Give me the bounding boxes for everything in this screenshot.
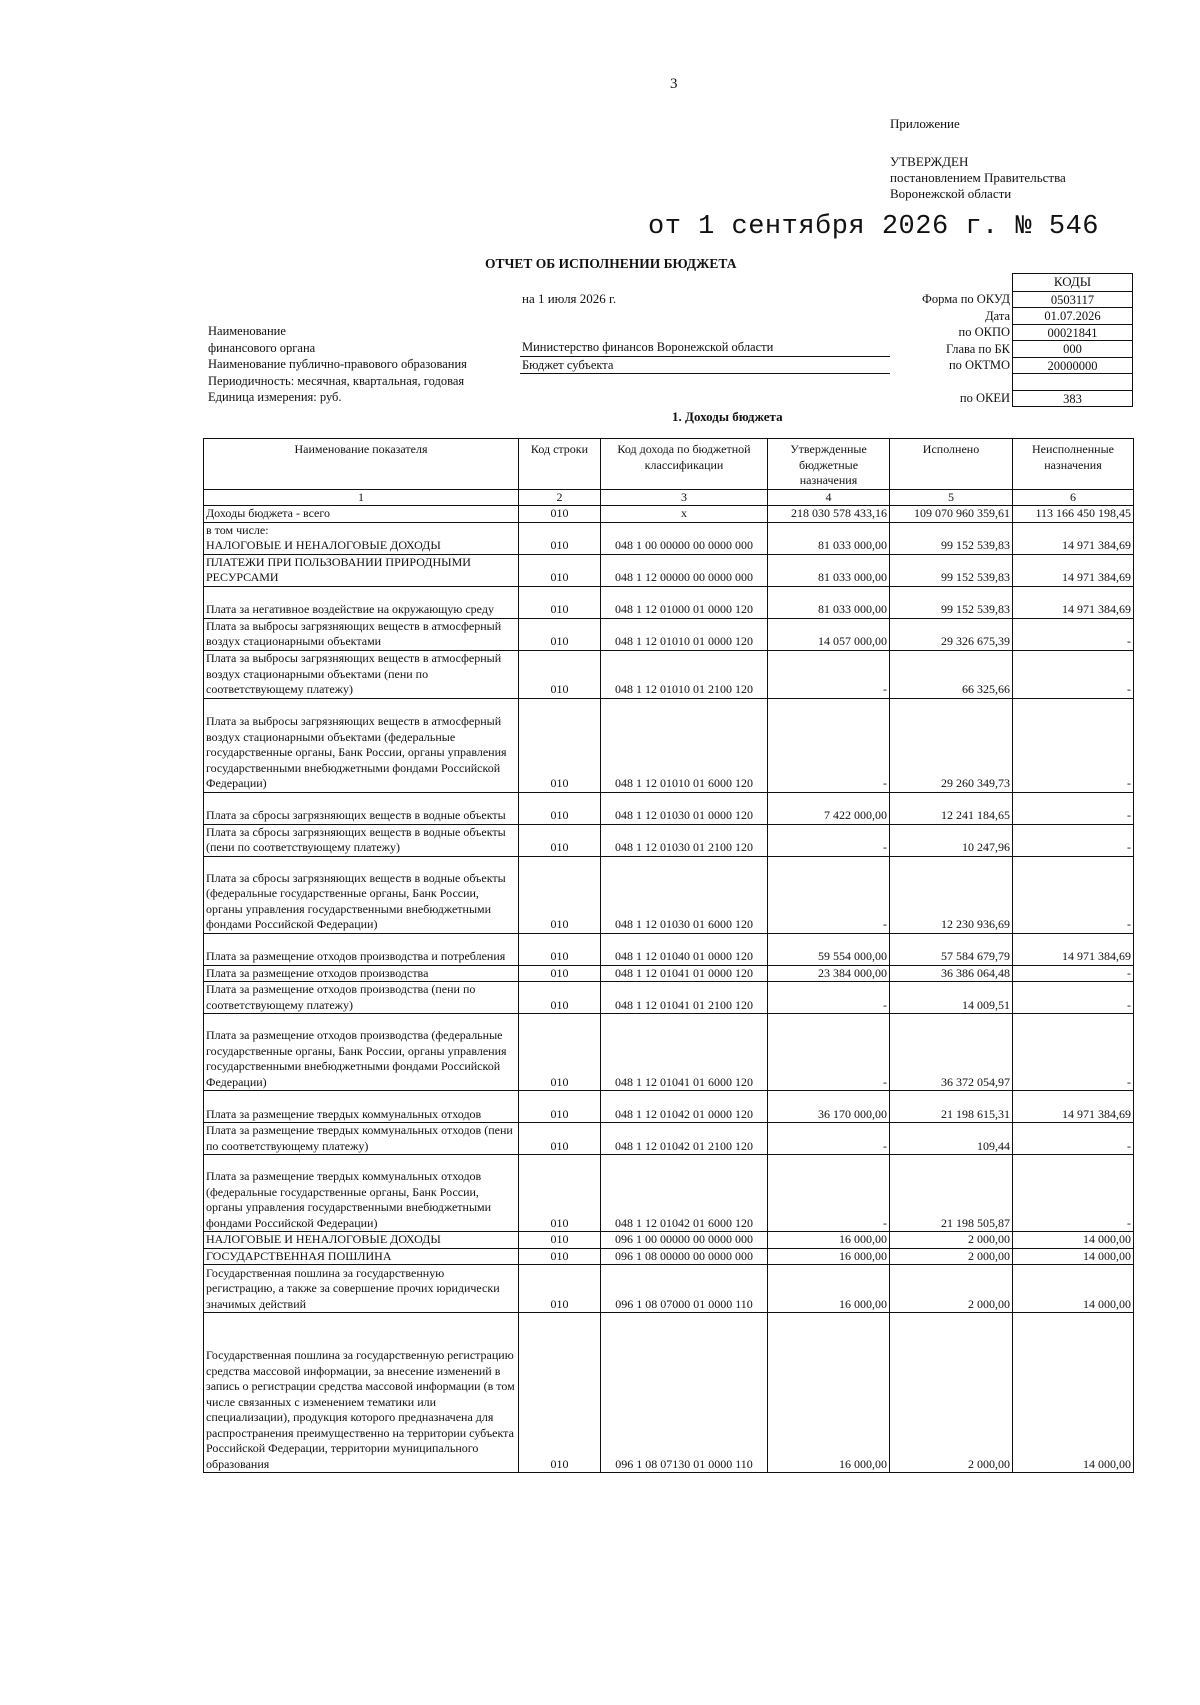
row-kbk: 048 1 12 01040 01 0000 120 (601, 933, 768, 965)
codes-box (1012, 273, 1133, 407)
row-unexecuted: - (1013, 650, 1134, 698)
row-unexecuted: 14 971 384,69 (1013, 1091, 1134, 1123)
row-kbk: 096 1 08 07000 01 0000 110 (601, 1265, 768, 1313)
table-row (204, 586, 1134, 618)
row-name: Плата за негативное воздействие на окружающую среду (204, 586, 519, 618)
row-kbk: 048 1 12 01042 01 0000 120 (601, 1091, 768, 1123)
code-value-bk: 000 (1013, 340, 1132, 357)
row-executed: 2 000,00 (890, 1232, 1013, 1249)
row-approved: 36 170 000,00 (768, 1091, 890, 1123)
row-name: Государственная пошлина за государственную регистрацию, а также за совершение прочих юридически значимых действий (204, 1265, 519, 1313)
table-row (204, 1123, 1134, 1155)
row-name: Плата за размещение твердых коммунальных отходов (204, 1091, 519, 1123)
code-value-date: 01.07.2026 (1013, 307, 1132, 324)
code-value-empty (1013, 373, 1132, 390)
row-name: в том числе: НАЛОГОВЫЕ И НЕНАЛОГОВЫЕ ДОХОДЫ (204, 522, 519, 554)
row-approved: 16 000,00 (768, 1248, 890, 1265)
row-name: Государственная пошлина за государственную регистрацию средства массовой информации, за внесение изменений в запись о регистрации средства массовой информации (в том числе связанных с изменением тематики или специализации), продукция которого предназначена для распространения преимущественно на территории субъекта Российской Федерации, территории муниципального образования (204, 1313, 519, 1473)
row-kbk: 048 1 00 00000 00 0000 000 (601, 522, 768, 554)
row-unexecuted: 14 000,00 (1013, 1248, 1134, 1265)
row-executed: 2 000,00 (890, 1248, 1013, 1265)
row-executed: 57 584 679,79 (890, 933, 1013, 965)
row-unexecuted: 14 971 384,69 (1013, 933, 1134, 965)
row-code: 010 (519, 698, 601, 792)
table-row (204, 698, 1134, 792)
row-name: Плата за сбросы загрязняющих веществ в водные объекты (федеральные государственные органы, Банк России, органы управления государственными внебюджетными фондами Российской Федерации) (204, 856, 519, 933)
approved-by-line2: Воронежской области (890, 186, 1012, 201)
row-approved: 59 554 000,00 (768, 933, 890, 965)
codes-labels (870, 291, 1010, 407)
row-kbk: 048 1 12 01030 01 6000 120 (601, 856, 768, 933)
row-kbk: 048 1 12 01030 01 0000 120 (601, 792, 768, 824)
row-executed: 21 198 505,87 (890, 1155, 1013, 1232)
column-header: Код дохода по бюджетной классификации (601, 439, 768, 490)
row-name: Доходы бюджета - всего (204, 506, 519, 523)
row-executed: 2 000,00 (890, 1265, 1013, 1313)
row-name: НАЛОГОВЫЕ И НЕНАЛОГОВЫЕ ДОХОДЫ (204, 1232, 519, 1249)
row-code: 010 (519, 1265, 601, 1313)
report-title: ОТЧЕТ ОБ ИСПОЛНЕНИИ БЮДЖЕТА (485, 256, 737, 271)
row-unexecuted: 14 000,00 (1013, 1313, 1134, 1473)
row-executed: 66 325,66 (890, 650, 1013, 698)
column-number: 6 (1013, 489, 1134, 506)
row-executed: 12 241 184,65 (890, 792, 1013, 824)
table-row (204, 933, 1134, 965)
row-code: 010 (519, 982, 601, 1014)
header-label: Наименование публично-правового образования (208, 357, 467, 371)
code-value-okei: 383 (1013, 390, 1132, 407)
report-header-values (520, 339, 890, 374)
code-label: по ОКПО (958, 325, 1010, 339)
row-approved: - (768, 824, 890, 856)
row-unexecuted: - (1013, 1014, 1134, 1091)
appendix-label: Приложение (890, 116, 960, 131)
column-header: Неисполненные назначения (1013, 439, 1134, 490)
row-code: 010 (519, 824, 601, 856)
code-value-okud: 0503117 (1013, 291, 1132, 308)
row-unexecuted: - (1013, 982, 1134, 1014)
row-executed: 10 247,96 (890, 824, 1013, 856)
approved-label: УТВЕРЖДЕН (890, 154, 969, 169)
row-approved: 16 000,00 (768, 1232, 890, 1249)
row-approved: - (768, 1014, 890, 1091)
row-name: Плата за размещение отходов производства и потребления (204, 933, 519, 965)
row-kbk: 048 1 12 01041 01 6000 120 (601, 1014, 768, 1091)
row-approved: 16 000,00 (768, 1265, 890, 1313)
row-name: Плата за выбросы загрязняющих веществ в атмосферный воздух стационарными объектами (204, 618, 519, 650)
row-executed: 14 009,51 (890, 982, 1013, 1014)
code-label (870, 374, 1010, 391)
column-header: Код строки (519, 439, 601, 490)
row-approved: 7 422 000,00 (768, 792, 890, 824)
header-label: финансового органа (208, 340, 316, 355)
row-executed: 36 386 064,48 (890, 965, 1013, 982)
row-code: 010 (519, 1313, 601, 1473)
table-row (204, 1014, 1134, 1091)
row-code: 010 (519, 650, 601, 698)
row-name: ПЛАТЕЖИ ПРИ ПОЛЬЗОВАНИИ ПРИРОДНЫМИ РЕСУРСАМИ (204, 554, 519, 586)
table-row (204, 650, 1134, 698)
report-header-labels (208, 323, 467, 406)
row-kbk: 048 1 12 01042 01 2100 120 (601, 1123, 768, 1155)
row-kbk: 096 1 08 07130 01 0000 110 (601, 1313, 768, 1473)
row-unexecuted: - (1013, 856, 1134, 933)
row-kbk: 048 1 12 01041 01 0000 120 (601, 965, 768, 982)
header-label: Единица измерения: руб. (208, 390, 342, 404)
table-row (204, 1265, 1134, 1313)
row-name: Плата за сбросы загрязняющих веществ в водные объекты (204, 792, 519, 824)
column-header: Исполнено (890, 439, 1013, 490)
row-code: 010 (519, 792, 601, 824)
code-label: Дата (985, 308, 1010, 323)
row-kbk: 048 1 12 01030 01 2100 120 (601, 824, 768, 856)
row-kbk: 096 1 08 00000 00 0000 000 (601, 1248, 768, 1265)
column-header: Наименование показателя (204, 439, 519, 490)
income-table-body (204, 506, 1134, 1473)
row-code: 010 (519, 965, 601, 982)
row-approved: 16 000,00 (768, 1313, 890, 1473)
table-row (204, 1155, 1134, 1232)
table-row (204, 792, 1134, 824)
row-code: 010 (519, 1014, 601, 1091)
row-unexecuted: 14 000,00 (1013, 1232, 1134, 1249)
row-executed: 29 326 675,39 (890, 618, 1013, 650)
row-kbk: 048 1 12 00000 00 0000 000 (601, 554, 768, 586)
header-label: Наименование (208, 324, 286, 338)
row-name: Плата за выбросы загрязняющих веществ в атмосферный воздух стационарными объектами (пени по соответствующему платежу) (204, 650, 519, 698)
row-kbk: x (601, 506, 768, 523)
row-unexecuted: - (1013, 792, 1134, 824)
table-row (204, 982, 1134, 1014)
row-code: 010 (519, 618, 601, 650)
row-name: Плата за размещение отходов производства (пени по соответствующему платежу) (204, 982, 519, 1014)
report-date: на 1 июля 2026 г. (522, 291, 617, 306)
row-approved: 23 384 000,00 (768, 965, 890, 982)
row-unexecuted: - (1013, 698, 1134, 792)
row-unexecuted: - (1013, 618, 1134, 650)
row-code: 010 (519, 933, 601, 965)
row-name: Плата за размещение твердых коммунальных отходов (федеральные государственные органы, Банк России, органы управления государственными внебюджетными фондами Российской Федерации) (204, 1155, 519, 1232)
row-kbk: 096 1 00 00000 00 0000 000 (601, 1232, 768, 1249)
table-row (204, 1313, 1134, 1473)
row-executed: 36 372 054,97 (890, 1014, 1013, 1091)
column-number: 2 (519, 489, 601, 506)
row-executed: 29 260 349,73 (890, 698, 1013, 792)
row-unexecuted: 14 971 384,69 (1013, 554, 1134, 586)
row-approved: 81 033 000,00 (768, 554, 890, 586)
column-number: 4 (768, 489, 890, 506)
row-kbk: 048 1 12 01010 01 6000 120 (601, 698, 768, 792)
section-title: 1. Доходы бюджета (672, 409, 783, 424)
table-row (204, 1248, 1134, 1265)
code-label: по ОКТМО (948, 358, 1010, 372)
row-name: ГОСУДАРСТВЕННАЯ ПОШЛИНА (204, 1248, 519, 1265)
row-code: 010 (519, 1091, 601, 1123)
decree-number: от 1 сентября 2026 г. № 546 (648, 212, 1099, 242)
column-number: 1 (204, 489, 519, 506)
row-code: 010 (519, 1155, 601, 1232)
code-label: Форма по ОКУД (922, 292, 1010, 306)
row-kbk: 048 1 12 01010 01 2100 120 (601, 650, 768, 698)
row-executed: 99 152 539,83 (890, 522, 1013, 554)
row-unexecuted: 14 971 384,69 (1013, 522, 1134, 554)
row-approved: - (768, 1155, 890, 1232)
approval-stamp (890, 116, 1066, 202)
column-header: Утвержденные бюджетные назначения (768, 439, 890, 490)
row-unexecuted: - (1013, 1155, 1134, 1232)
table-row (204, 824, 1134, 856)
column-number: 3 (601, 489, 768, 506)
row-executed: 109,44 (890, 1123, 1013, 1155)
row-unexecuted: - (1013, 1123, 1134, 1155)
column-number: 5 (890, 489, 1013, 506)
finance-body-value: Министерство финансов Воронежской области (520, 339, 890, 357)
table-row (204, 554, 1134, 586)
table-row (204, 965, 1134, 982)
row-kbk: 048 1 12 01000 01 0000 120 (601, 586, 768, 618)
row-unexecuted: 14 000,00 (1013, 1265, 1134, 1313)
row-approved: - (768, 1123, 890, 1155)
row-kbk: 048 1 12 01041 01 2100 120 (601, 982, 768, 1014)
row-code: 010 (519, 554, 601, 586)
row-approved: - (768, 650, 890, 698)
row-executed: 99 152 539,83 (890, 554, 1013, 586)
header-label: Периодичность: месячная, квартальная, годовая (208, 373, 465, 388)
row-kbk: 048 1 12 01010 01 0000 120 (601, 618, 768, 650)
codes-header: КОДЫ (1053, 274, 1092, 289)
row-approved: - (768, 856, 890, 933)
code-label: по ОКЕИ (959, 391, 1010, 405)
approved-by-line1: постановлением Правительства (890, 170, 1066, 185)
row-name: Плата за сбросы загрязняющих веществ в водные объекты (пени по соответствующему платежу) (204, 824, 519, 856)
table-row (204, 522, 1134, 554)
code-value-oktmo: 20000000 (1013, 357, 1132, 374)
row-code: 010 (519, 1123, 601, 1155)
row-approved: 14 057 000,00 (768, 618, 890, 650)
table-row (204, 1091, 1134, 1123)
code-value-okpo: 00021841 (1013, 324, 1132, 341)
page-number: 3 (670, 76, 678, 92)
public-entity-value: Бюджет субъекта (520, 357, 890, 375)
row-code: 010 (519, 1248, 601, 1265)
row-executed: 2 000,00 (890, 1313, 1013, 1473)
row-executed: 109 070 960 359,61 (890, 506, 1013, 523)
row-unexecuted: 113 166 450 198,45 (1013, 506, 1134, 523)
table-row (204, 856, 1134, 933)
row-executed: 12 230 936,69 (890, 856, 1013, 933)
row-code: 010 (519, 856, 601, 933)
row-kbk: 048 1 12 01042 01 6000 120 (601, 1155, 768, 1232)
income-table (203, 438, 1134, 1473)
row-code: 010 (519, 586, 601, 618)
row-approved: - (768, 698, 890, 792)
row-name: Плата за размещение отходов производства (204, 965, 519, 982)
row-unexecuted: - (1013, 824, 1134, 856)
row-name: Плата за выбросы загрязняющих веществ в атмосферный воздух стационарными объектами (федеральные государственные органы, Банк России, органы управления государственными внебюджетными фондами Российской Федерации) (204, 698, 519, 792)
row-name: Плата за размещение твердых коммунальных отходов (пени по соответствующему платежу) (204, 1123, 519, 1155)
row-code: 010 (519, 506, 601, 523)
row-approved: - (768, 982, 890, 1014)
table-row (204, 1232, 1134, 1249)
row-name: Плата за размещение отходов производства (федеральные государственные органы, Банк России, органы управления государственными внебюджетными фондами Российской Федерации) (204, 1014, 519, 1091)
row-executed: 21 198 615,31 (890, 1091, 1013, 1123)
code-label: Глава по БК (945, 341, 1010, 356)
row-unexecuted: - (1013, 965, 1134, 982)
table-row (204, 618, 1134, 650)
row-approved: 81 033 000,00 (768, 522, 890, 554)
row-code: 010 (519, 1232, 601, 1249)
row-unexecuted: 14 971 384,69 (1013, 586, 1134, 618)
table-row (204, 506, 1134, 523)
row-executed: 99 152 539,83 (890, 586, 1013, 618)
row-approved: 218 030 578 433,16 (768, 506, 890, 523)
row-approved: 81 033 000,00 (768, 586, 890, 618)
row-code: 010 (519, 522, 601, 554)
